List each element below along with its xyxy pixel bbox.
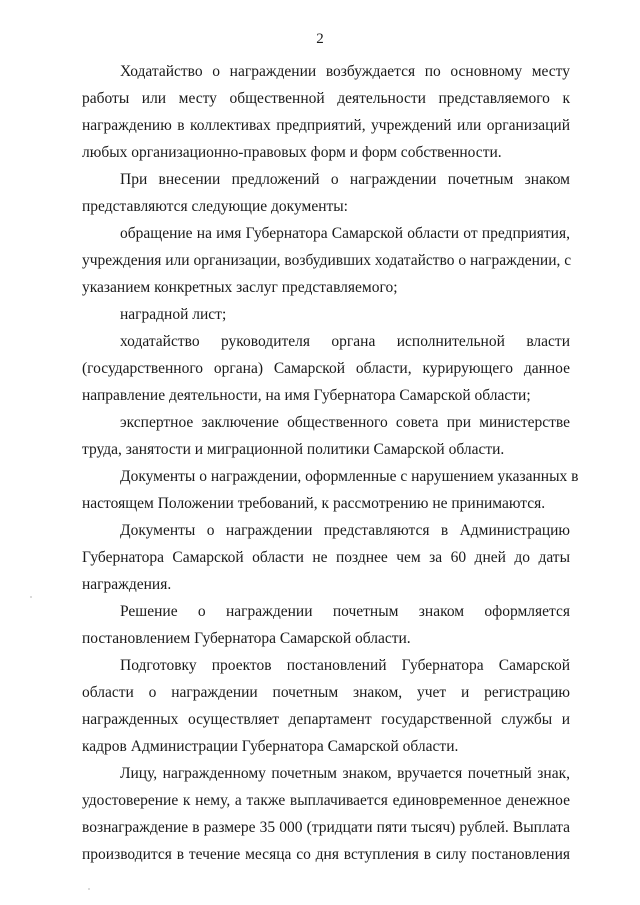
text-line: Решение о награждении почетным знаком оформляется — [120, 603, 570, 620]
text-line: работы или месту общественной деятельности представляемого к — [82, 90, 570, 107]
text-line: обращение на имя Губернатора Самарской области от предприятия, — [120, 225, 570, 242]
scan-speck — [30, 596, 32, 598]
text-line: учреждения или организации, возбудивших ходатайство о награждении, с — [82, 252, 572, 269]
text-line: любых организационно-правовых форм и форм собственности. — [82, 144, 502, 161]
text-line: При внесении предложений о награждении почетным знаком — [120, 171, 570, 188]
text-line: наградной лист; — [120, 306, 227, 323]
text-line: постановлением Губернатора Самарской области. — [82, 630, 411, 647]
text-line: Губернатора Самарской области не позднее чем за 60 дней до даты — [82, 549, 570, 566]
text-line: настоящем Положении требований, к рассмотрению не принимаются. — [82, 495, 546, 512]
text-line: труда, занятости и миграционной политики Самарской области. — [82, 441, 505, 458]
text-line: Документы о награждении представляются в Администрацию — [120, 522, 570, 539]
text-line: (государственного органа) Самарской области, курирующего данное — [82, 360, 570, 377]
text-line: Подготовку проектов постановлений Губернатора Самарской — [120, 657, 570, 674]
text-line: удостоверение к нему, а также выплачивается единовременное денежное — [82, 792, 570, 809]
text-line: представляются следующие документы: — [82, 198, 348, 215]
text-line: вознаграждение в размере 35 000 (тридцати пяти тысяч) рублей. Выплата — [82, 819, 570, 836]
text-line: награжденных осуществляет департамент государственной службы и — [82, 711, 570, 728]
text-line: Документы о награждении, оформленные с нарушением указанных в — [120, 468, 579, 485]
text-line: кадров Администрации Губернатора Самарской области. — [82, 738, 459, 755]
page-number: 2 — [316, 31, 324, 47]
text-line: области о награждении почетным знаком, учет и регистрацию — [82, 684, 570, 701]
text-line: Лицу, награжденному почетным знаком, вручается почетный знак, — [120, 765, 570, 782]
text-line: экспертное заключение общественного совета при министерстве — [120, 414, 570, 431]
text-line: Ходатайство о награждении возбуждается по основному месту — [120, 63, 570, 80]
text-line: ходатайство руководителя органа исполнительной власти — [120, 333, 570, 350]
scan-speck — [88, 888, 90, 890]
text-line: награждения. — [82, 576, 172, 593]
text-line: направление деятельности, на имя Губернатора Самарской области; — [82, 387, 531, 404]
text-line: производится в течение месяца со дня вступления в силу постановления — [82, 846, 570, 863]
text-line: награждению в коллективах предприятий, учреждений или организаций — [82, 117, 570, 134]
text-line: указанием конкретных заслуг представляемого; — [82, 279, 398, 296]
